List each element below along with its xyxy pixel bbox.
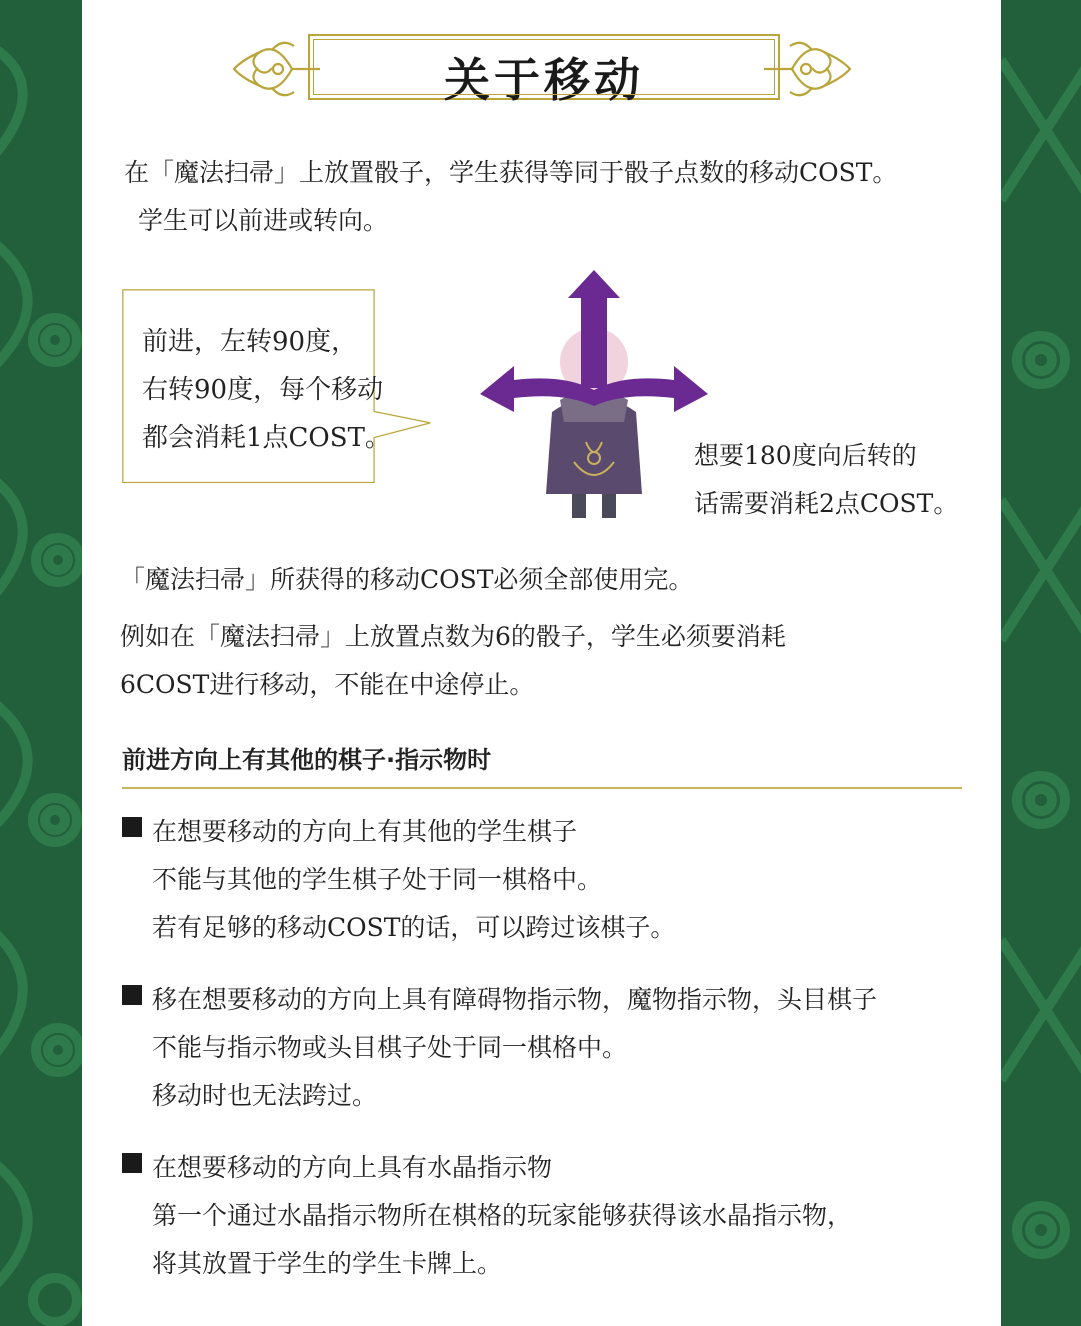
item-heading: 在想要移动的方向上具有水晶指示物 [152, 1153, 553, 1182]
right-pattern-border [1001, 0, 1081, 1326]
item-line: 移动时也无法跨过。 [152, 1081, 378, 1110]
item-line: 第一个通过水晶指示物所在棋格的玩家能够获得该水晶指示物， [152, 1201, 853, 1230]
rules-line-1: 「魔法扫帚」所获得的移动COST必须全部使用完。 [120, 565, 694, 594]
bubble-line-1: 前进，左转90度， [142, 327, 358, 357]
item-line: 不能与指示物或头目棋子处于同一棋格中。 [152, 1033, 628, 1062]
rules-line-2: 例如在「魔法扫帚」上放置点数为6的骰子，学生必须要消耗 [120, 622, 786, 651]
left-pattern-border [0, 0, 82, 1326]
content-panel [82, 0, 1001, 1326]
item-line: 若有足够的移动COST的话，可以跨过该棋子。 [152, 913, 676, 942]
turn-note-line-1: 想要180度向后转的 [694, 441, 917, 470]
title-frame [308, 34, 780, 107]
list-item [122, 808, 982, 952]
bubble-text [142, 318, 391, 462]
turn-note [694, 432, 958, 528]
intro-line-2: 学生可以前进或转向。 [138, 206, 389, 235]
list-item [122, 1144, 982, 1288]
square-bullet-icon [122, 1153, 142, 1173]
item-line: 不能与其他的学生棋子处于同一棋格中。 [152, 865, 603, 894]
item-heading: 移在想要移动的方向上具有障碍物指示物，魔物指示物，头目棋子 [152, 985, 878, 1014]
turn-note-line-2: 话需要消耗2点COST。 [694, 489, 959, 518]
page-title: 关于移动 [444, 53, 644, 107]
title-banner [232, 30, 852, 108]
bubble-line-3: 都会消耗1点COST。 [142, 423, 391, 453]
direction-arrows-icon [480, 270, 708, 412]
square-bullet-icon [122, 817, 142, 837]
intro-line-1: 在「魔法扫帚」上放置骰子，学生获得等同于骰子点数的移动COST。 [124, 158, 898, 187]
list-item [122, 976, 982, 1120]
item-line: 将其放置于学生的学生卡牌上。 [152, 1249, 503, 1278]
student-figure-icon [474, 262, 714, 524]
ornament-right-icon [762, 30, 852, 108]
square-bullet-icon [122, 985, 142, 1005]
section-heading: 前进方向上有其他的棋子·指示物时 [122, 740, 962, 789]
bubble-line-2: 右转90度，每个移动 [142, 375, 384, 405]
item-heading: 在想要移动的方向上有其他的学生棋子 [152, 817, 578, 846]
rules-line-3: 6COST进行移动，不能在中途停止。 [120, 670, 535, 699]
